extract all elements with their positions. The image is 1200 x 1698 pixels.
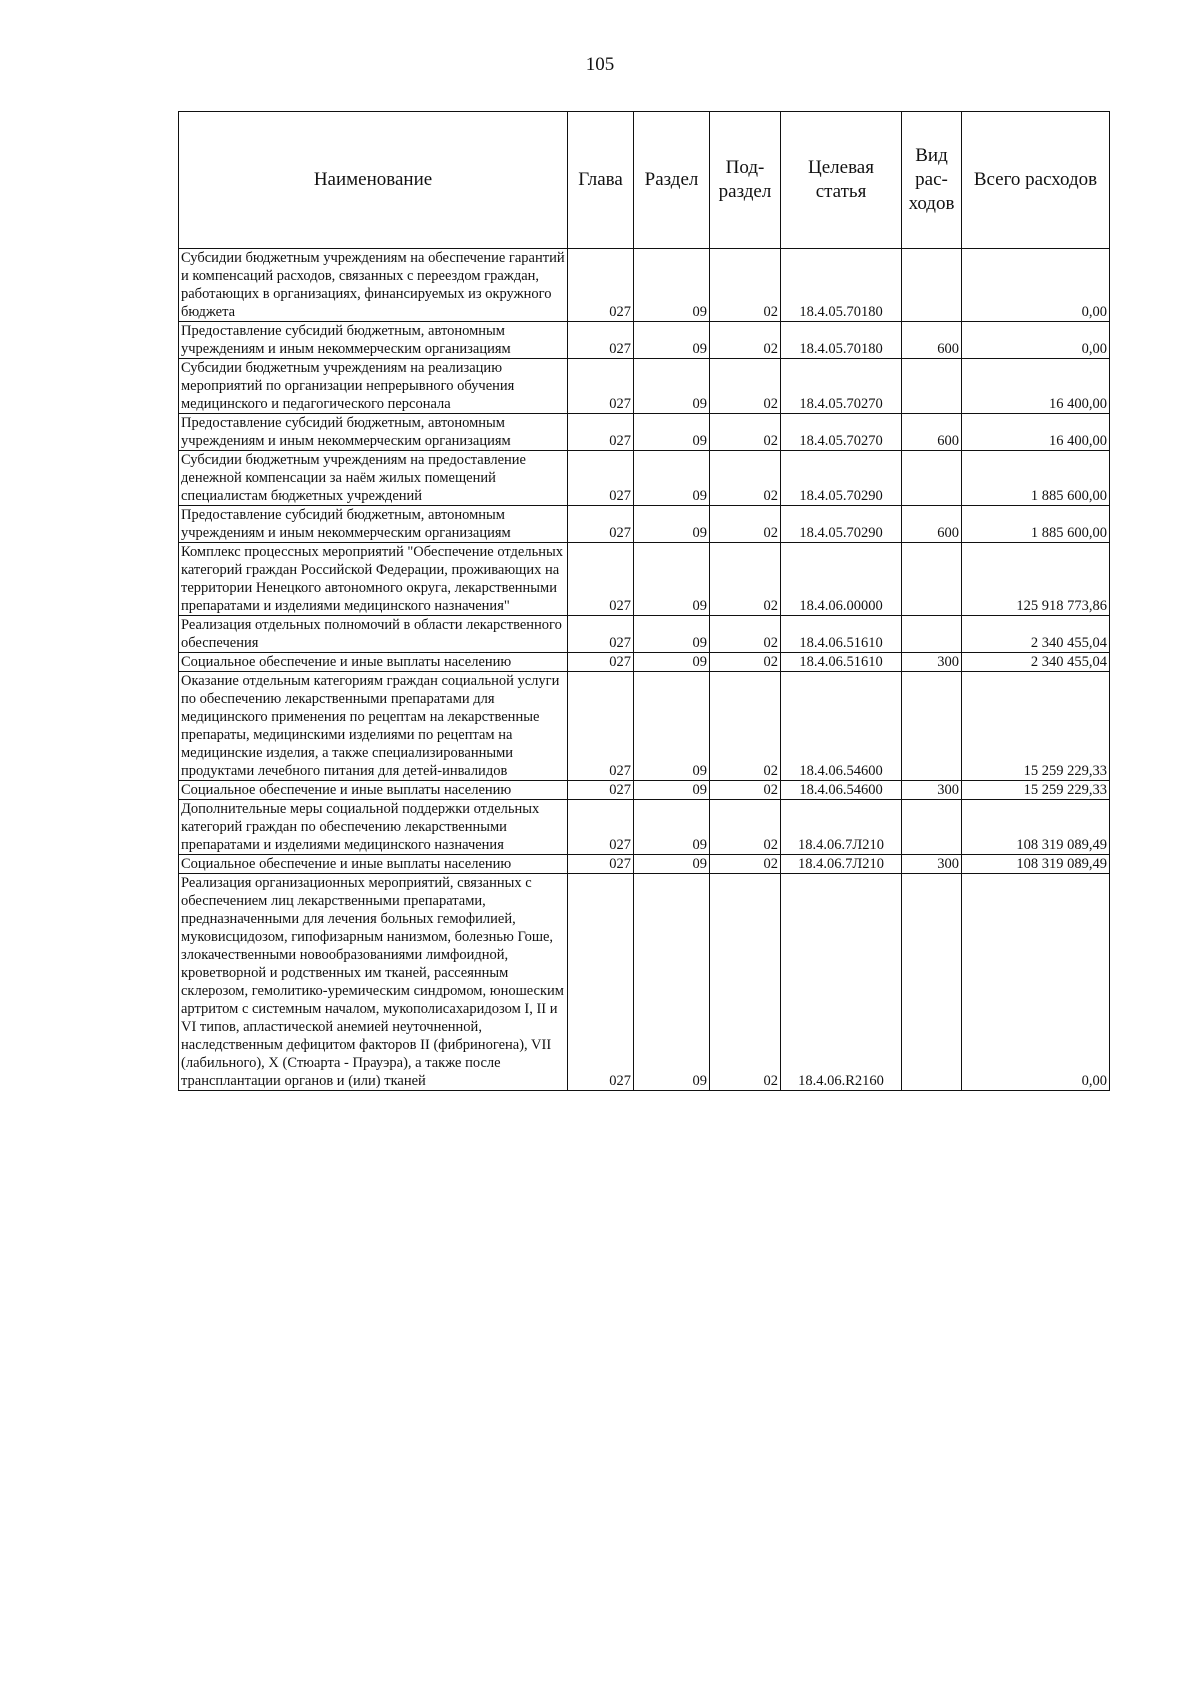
cell-name: Субсидии бюджетным учреждениям на обеспечение гарантий и компенсаций расходов, связанных с переездом граждан, работающих в организациях, финансируемых из окружного бюджета [179, 249, 568, 322]
header-type: Вид рас-ходов [902, 112, 962, 249]
cell-section: 09 [634, 359, 710, 414]
table-row [179, 855, 1110, 874]
cell-chapter: 027 [568, 543, 634, 616]
cell-type: 300 [902, 781, 962, 800]
cell-target: 18.4.06.51610 [781, 653, 902, 672]
cell-subsection: 02 [710, 451, 781, 506]
table-row [179, 543, 1110, 616]
table-row [179, 800, 1110, 855]
cell-name: Субсидии бюджетным учреждениям на предоставление денежной компенсации за наём жилых помещений специалистам бюджетных учреждений [179, 451, 568, 506]
cell-subsection: 02 [710, 800, 781, 855]
cell-section: 09 [634, 874, 710, 1091]
cell-chapter: 027 [568, 322, 634, 359]
cell-target: 18.4.05.70270 [781, 359, 902, 414]
cell-target: 18.4.06.7Л210 [781, 855, 902, 874]
cell-subsection: 02 [710, 672, 781, 781]
table-row [179, 359, 1110, 414]
cell-chapter: 027 [568, 414, 634, 451]
cell-section: 09 [634, 414, 710, 451]
cell-subsection: 02 [710, 855, 781, 874]
cell-subsection: 02 [710, 249, 781, 322]
table-row [179, 874, 1110, 1091]
table-row [179, 506, 1110, 543]
cell-type: 600 [902, 414, 962, 451]
cell-name: Предоставление субсидий бюджетным, автономным учреждениям и иным некоммерческим организациям [179, 414, 568, 451]
cell-name: Социальное обеспечение и иные выплаты населению [179, 653, 568, 672]
cell-name: Комплекс процессных мероприятий "Обеспечение отдельных категорий граждан Российской Федерации, проживающих на территории Ненецкого автономного округа, лекарственными препаратами и изделиями медицинского назначения" [179, 543, 568, 616]
cell-name: Дополнительные меры социальной поддержки отдельных категорий граждан по обеспечению лекарственными препаратами и изделиями медицинского назначения [179, 800, 568, 855]
cell-target: 18.4.06.00000 [781, 543, 902, 616]
cell-section: 09 [634, 653, 710, 672]
cell-type [902, 451, 962, 506]
cell-type: 600 [902, 322, 962, 359]
header-name: Наименование [179, 112, 568, 249]
cell-subsection: 02 [710, 781, 781, 800]
cell-chapter: 027 [568, 800, 634, 855]
table-row [179, 322, 1110, 359]
cell-total: 0,00 [962, 322, 1110, 359]
cell-total: 108 319 089,49 [962, 800, 1110, 855]
cell-target: 18.4.06.54600 [781, 672, 902, 781]
cell-total: 2 340 455,04 [962, 653, 1110, 672]
table-header-row [179, 112, 1110, 249]
cell-type [902, 616, 962, 653]
cell-target: 18.4.05.70290 [781, 506, 902, 543]
cell-total: 0,00 [962, 874, 1110, 1091]
cell-total: 1 885 600,00 [962, 506, 1110, 543]
cell-total: 16 400,00 [962, 359, 1110, 414]
cell-section: 09 [634, 506, 710, 543]
table-row [179, 414, 1110, 451]
cell-section: 09 [634, 855, 710, 874]
cell-target: 18.4.06.51610 [781, 616, 902, 653]
cell-chapter: 027 [568, 506, 634, 543]
cell-chapter: 027 [568, 653, 634, 672]
cell-chapter: 027 [568, 249, 634, 322]
cell-section: 09 [634, 800, 710, 855]
cell-total: 0,00 [962, 249, 1110, 322]
cell-total: 1 885 600,00 [962, 451, 1110, 506]
cell-type: 600 [902, 506, 962, 543]
cell-subsection: 02 [710, 874, 781, 1091]
cell-total: 2 340 455,04 [962, 616, 1110, 653]
cell-subsection: 02 [710, 653, 781, 672]
cell-subsection: 02 [710, 414, 781, 451]
cell-type: 300 [902, 653, 962, 672]
cell-target: 18.4.05.70180 [781, 322, 902, 359]
cell-total: 16 400,00 [962, 414, 1110, 451]
cell-chapter: 027 [568, 451, 634, 506]
cell-type [902, 800, 962, 855]
cell-subsection: 02 [710, 616, 781, 653]
cell-section: 09 [634, 322, 710, 359]
cell-type [902, 359, 962, 414]
cell-chapter: 027 [568, 616, 634, 653]
header-target: Целевая статья [781, 112, 902, 249]
page-number: 105 [585, 54, 615, 75]
cell-type [902, 543, 962, 616]
cell-target: 18.4.05.70270 [781, 414, 902, 451]
cell-total: 15 259 229,33 [962, 781, 1110, 800]
cell-chapter: 027 [568, 781, 634, 800]
table-row [179, 653, 1110, 672]
cell-section: 09 [634, 249, 710, 322]
cell-total: 108 319 089,49 [962, 855, 1110, 874]
cell-name: Предоставление субсидий бюджетным, автономным учреждениям и иным некоммерческим организациям [179, 322, 568, 359]
budget-table [178, 111, 1110, 1091]
header-total: Всего расходов [962, 112, 1110, 249]
cell-chapter: 027 [568, 855, 634, 874]
cell-name: Реализация организационных мероприятий, связанных с обеспечением лиц лекарственными препаратами, предназначенными для лечения больных гемофилией, муковисцидозом, гипофизарным нанизмом, болезнью Гоше, злокачественными новообразованиями лимфоидной, кроветворной и родственных им тканей, рассеянным склерозом, гемолитико-уремическим синдромом, юношеским артритом с системным началом, мукополисахаридозом I, II и VI типов, апластической анемией неуточненной, наследственным дефицитом факторов II (фибриногена), VII (лабильного), X (Стюарта - Прауэра), а также после трансплантации органов и (или) тканей [179, 874, 568, 1091]
cell-target: 18.4.05.70290 [781, 451, 902, 506]
cell-subsection: 02 [710, 322, 781, 359]
cell-type [902, 874, 962, 1091]
cell-name: Оказание отдельным категориям граждан социальной услуги по обеспечению лекарственными препаратами для медицинского применения по рецептам на лекарственные препараты, медицинскими изделиями по рецептам на медицинские изделия, а также специализированными продуктами лечебного питания для детей-инвалидов [179, 672, 568, 781]
header-section: Раздел [634, 112, 710, 249]
cell-type [902, 249, 962, 322]
cell-name: Социальное обеспечение и иные выплаты населению [179, 855, 568, 874]
cell-total: 125 918 773,86 [962, 543, 1110, 616]
cell-section: 09 [634, 451, 710, 506]
cell-target: 18.4.06.7Л210 [781, 800, 902, 855]
cell-name: Реализация отдельных полномочий в области лекарственного обеспечения [179, 616, 568, 653]
cell-target: 18.4.05.70180 [781, 249, 902, 322]
cell-target: 18.4.06.54600 [781, 781, 902, 800]
cell-section: 09 [634, 543, 710, 616]
cell-chapter: 027 [568, 874, 634, 1091]
table-row [179, 249, 1110, 322]
cell-section: 09 [634, 781, 710, 800]
cell-type [902, 672, 962, 781]
cell-name: Социальное обеспечение и иные выплаты населению [179, 781, 568, 800]
table-row [179, 451, 1110, 506]
cell-type: 300 [902, 855, 962, 874]
table-row [179, 781, 1110, 800]
cell-section: 09 [634, 672, 710, 781]
header-subsection: Под-раздел [710, 112, 781, 249]
cell-chapter: 027 [568, 359, 634, 414]
cell-subsection: 02 [710, 359, 781, 414]
cell-name: Предоставление субсидий бюджетным, автономным учреждениям и иным некоммерческим организациям [179, 506, 568, 543]
cell-subsection: 02 [710, 506, 781, 543]
cell-subsection: 02 [710, 543, 781, 616]
table-row [179, 616, 1110, 653]
header-chapter: Глава [568, 112, 634, 249]
cell-chapter: 027 [568, 672, 634, 781]
cell-target: 18.4.06.R2160 [781, 874, 902, 1091]
cell-name: Субсидии бюджетным учреждениям на реализацию мероприятий по организации непрерывного обучения медицинского и педагогического персонала [179, 359, 568, 414]
cell-total: 15 259 229,33 [962, 672, 1110, 781]
table-row [179, 672, 1110, 781]
cell-section: 09 [634, 616, 710, 653]
